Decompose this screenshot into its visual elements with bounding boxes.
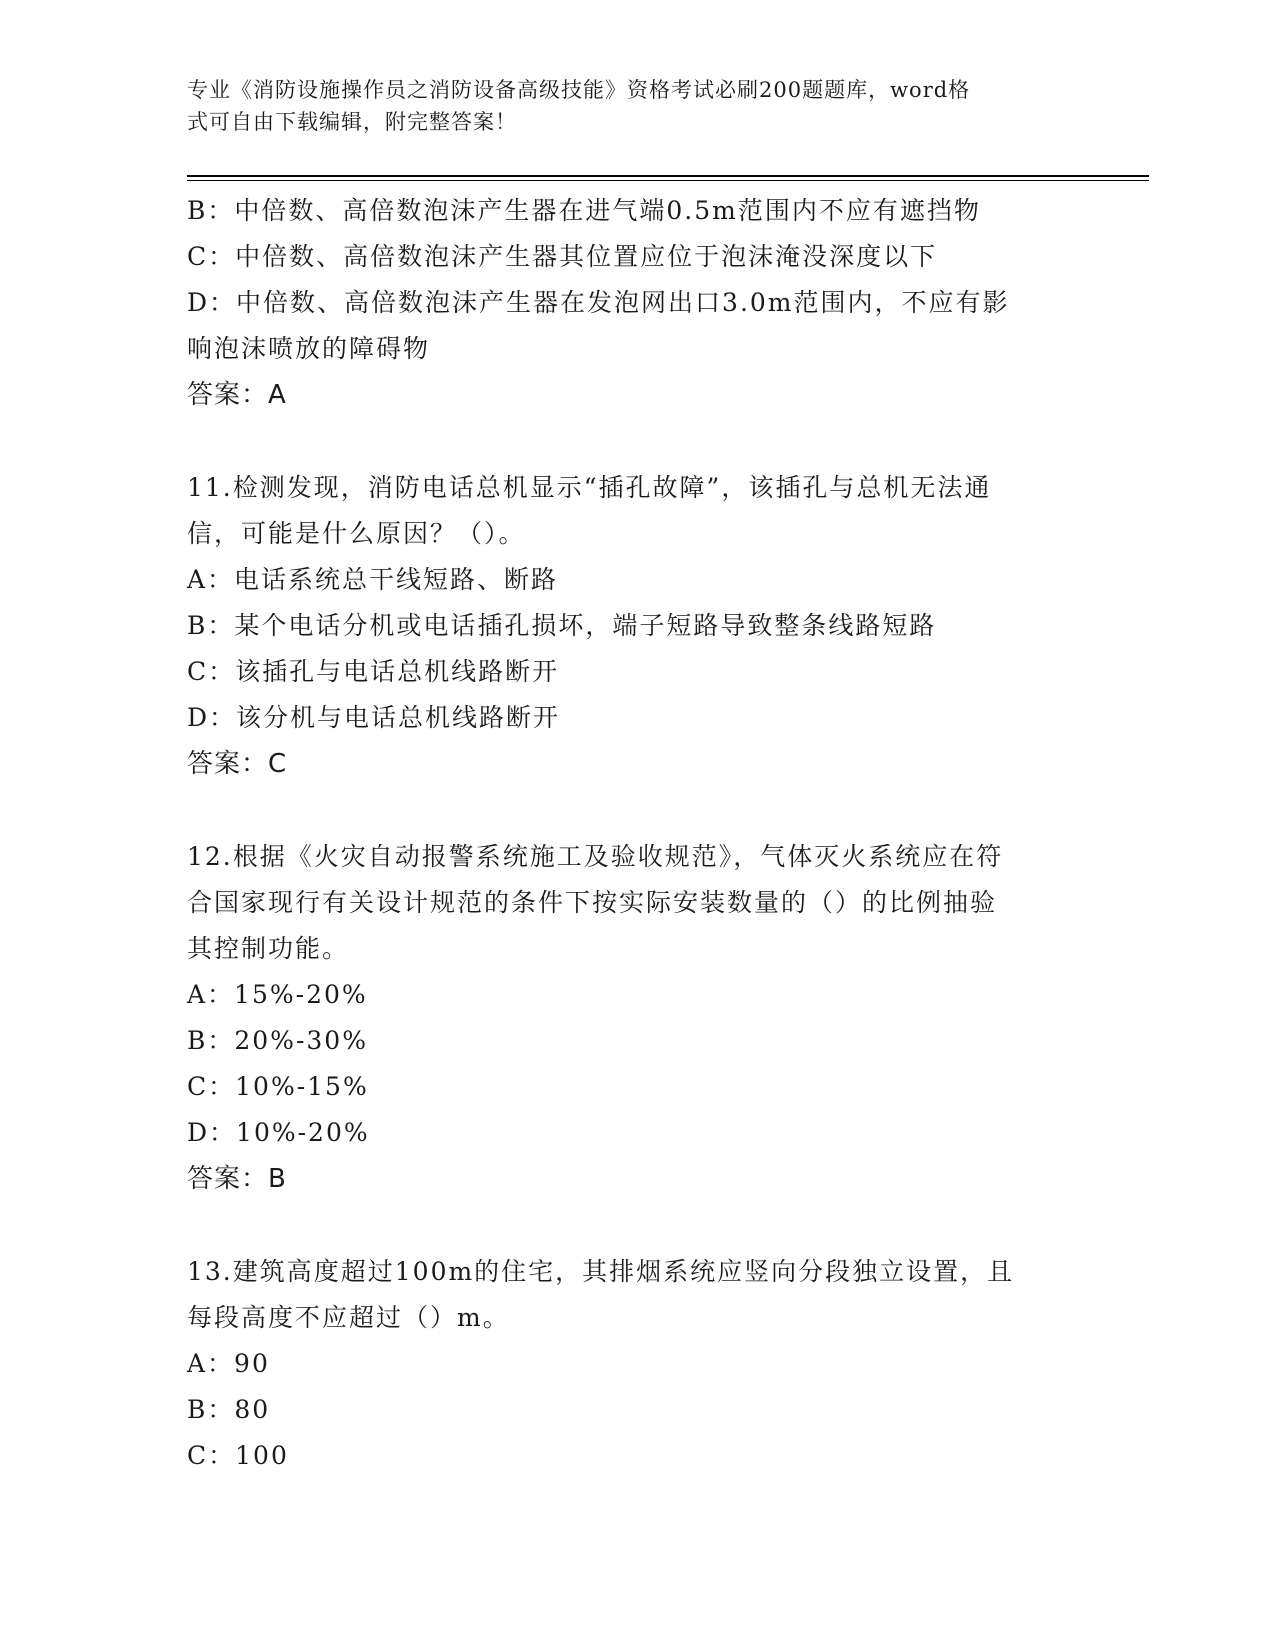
document-header xyxy=(187,74,1067,138)
option-b: B：20%-30% xyxy=(187,1026,368,1055)
option-d-continued: 响泡沫喷放的障碍物 xyxy=(187,334,431,363)
option-d: D：10%-20% xyxy=(187,1118,370,1147)
option-d: D：该分机与电话总机线路断开 xyxy=(187,703,561,732)
header-line-2: 式可自由下载编辑，附完整答案！ xyxy=(187,110,517,134)
option-b: B：某个电话分机或电话插孔损坏，端子短路导致整条线路短路 xyxy=(187,611,937,640)
question-stem-continued: 其控制功能。 xyxy=(187,934,350,963)
option-a: A：90 xyxy=(187,1349,270,1378)
question-list xyxy=(187,188,1087,1479)
question-stem: 13.建筑高度超过100m的住宅，其排烟系统应竖向分段独立设置，且 xyxy=(187,1257,1015,1286)
option-c: C：该插孔与电话总机线路断开 xyxy=(187,657,560,686)
header-divider-thick xyxy=(187,175,1149,177)
option-a: A：15%-20% xyxy=(187,980,368,1009)
question-stem-continued: 合国家现行有关设计规范的条件下按实际安装数量的（）的比例抽验 xyxy=(187,888,998,917)
question-stem-continued: 信，可能是什么原因？（）。 xyxy=(187,519,526,548)
option-a: A：电话系统总干线短路、断路 xyxy=(187,565,559,594)
question-stem-continued: 每段高度不应超过（）m。 xyxy=(187,1303,510,1332)
option-c: C：中倍数、高倍数泡沫产生器其位置应位于泡沫淹没深度以下 xyxy=(187,242,938,271)
option-b: B：80 xyxy=(187,1395,271,1424)
option-b: B：中倍数、高倍数泡沫产生器在进气端0.5m范围内不应有遮挡物 xyxy=(187,196,981,225)
answer: 答案：A xyxy=(187,380,287,410)
option-c: C：10%-15% xyxy=(187,1072,369,1101)
answer: 答案：B xyxy=(187,1164,287,1194)
question-spacer xyxy=(187,1202,1087,1249)
answer: 答案：C xyxy=(187,749,288,779)
header-line-1: 专业《消防设施操作员之消防设备高级技能》资格考试必刷200题题库，word格 xyxy=(187,78,971,102)
question-stem: 11.检测发现，消防电话总机显示“插孔故障”，该插孔与总机无法通 xyxy=(187,473,992,502)
question-stem: 12.根据《火灾自动报警系统施工及验收规范》，气体灭火系统应在符 xyxy=(187,842,1004,871)
option-d: D：中倍数、高倍数泡沫产生器在发泡网出口3.0m范围内，不应有影 xyxy=(187,288,1010,317)
option-c: C：100 xyxy=(187,1441,289,1470)
question-spacer xyxy=(187,787,1087,834)
header-divider-thin xyxy=(187,180,1149,181)
question-10-partial xyxy=(187,188,1087,418)
question-13 xyxy=(187,1249,1087,1479)
question-11 xyxy=(187,465,1087,787)
question-spacer xyxy=(187,418,1087,465)
question-12 xyxy=(187,834,1087,1202)
